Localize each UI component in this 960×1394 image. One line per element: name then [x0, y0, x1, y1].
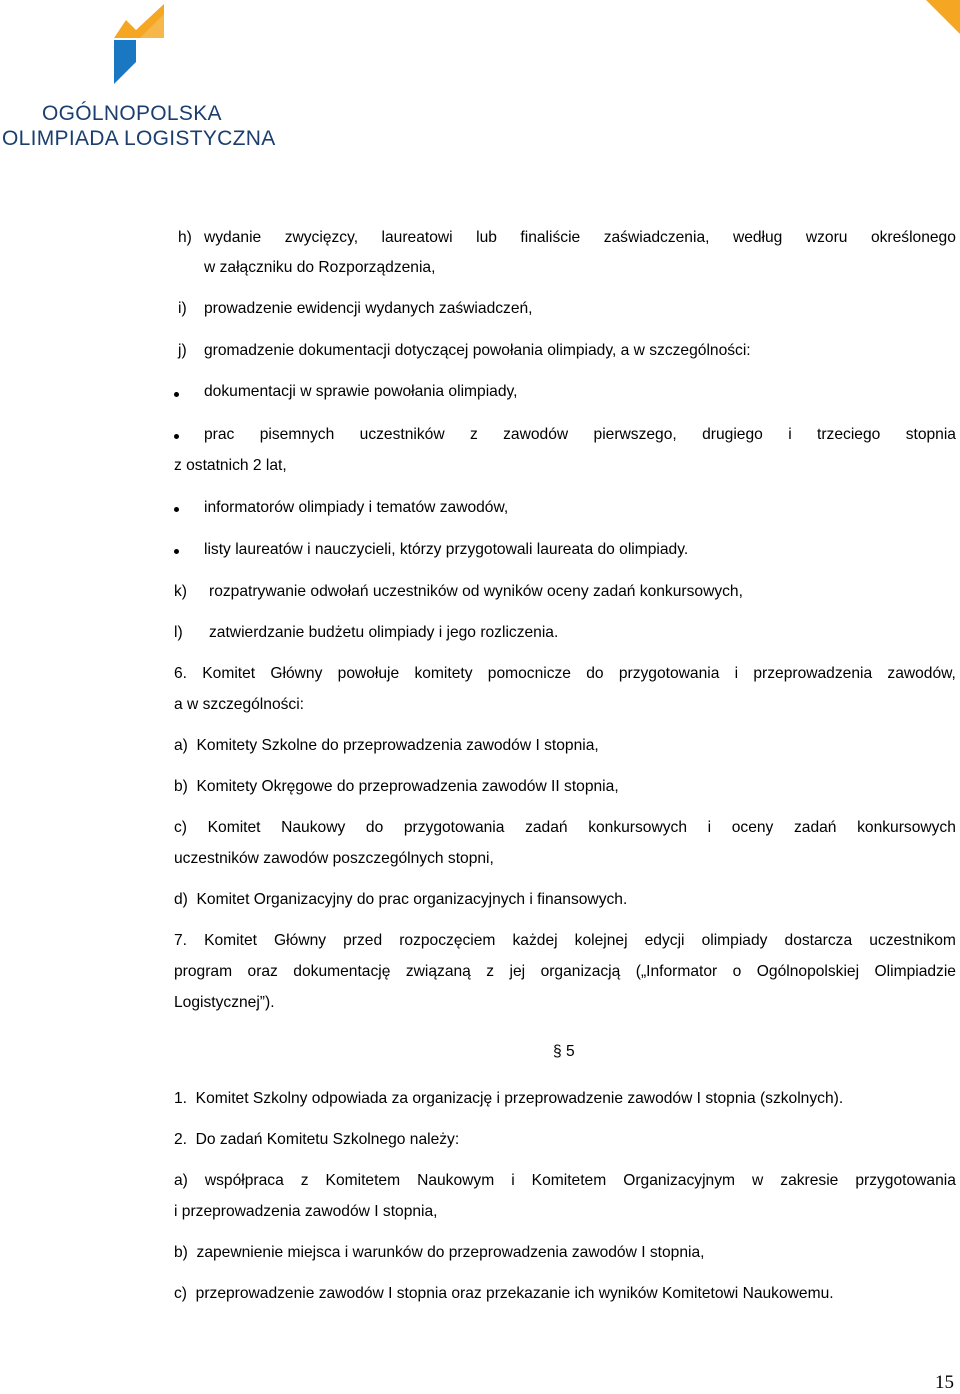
- bullet-icon: [174, 507, 179, 512]
- bullet-icon: [174, 549, 179, 554]
- paragraph-6-item-c-line2: uczestników zawodów poszczególnych stopni,: [174, 850, 494, 867]
- section-5-item-c: c) przeprowadzenie zawodów I stopnia oraz przekazanie ich wyników Komitetowi Naukowemu.: [174, 1285, 834, 1302]
- item-l-marker: l): [174, 624, 183, 641]
- paragraph-6-item-b: b) Komitety Okręgowe do przeprowadzenia zawodów II stopnia,: [174, 778, 619, 795]
- section-5-item-a-line2: i przeprowadzenia zawodów I stopnia,: [174, 1203, 438, 1220]
- section-5-point-1: 1. Komitet Szkolny odpowiada za organizację i przeprowadzenie zawodów I stopnia (szkolnych).: [174, 1090, 844, 1107]
- paragraph-6-line2: a w szczególności:: [174, 696, 305, 713]
- paragraph-7-line2: program oraz dokumentację związaną z jej organizacją („Informator o Ogólnopolskiej Olimpiadzie: [174, 963, 956, 980]
- item-j-text: gromadzenie dokumentacji dotyczącej powołania olimpiady, a w szczególności:: [204, 342, 751, 359]
- item-h-line2: w załączniku do Rozporządzenia,: [204, 259, 436, 276]
- bullet-icon: [174, 392, 179, 397]
- bullet-item-4: listy laureatów i nauczycieli, którzy przygotowali laureata do olimpiady.: [204, 541, 689, 558]
- item-i-text: prowadzenie ewidencji wydanych zaświadczeń,: [204, 300, 533, 317]
- item-j-marker: j): [178, 342, 187, 359]
- olympiad-logo: [0, 0, 280, 160]
- corner-triangle-icon: [926, 0, 960, 34]
- section-5-point-2: 2. Do zadań Komitetu Szkolnego należy:: [174, 1131, 460, 1148]
- item-h-line1: wydanie zwycięzcy, laureatowi lub finaliście zaświadczenia, według wzoru określonego: [204, 229, 956, 246]
- logo-text-line2: OLIMPIADA LOGISTYCZNA: [2, 127, 276, 150]
- item-k-text: rozpatrywanie odwołań uczestników od wyników oceny zadań konkursowych,: [209, 583, 743, 600]
- item-l-text: zatwierdzanie budżetu olimpiady i jego rozliczenia.: [209, 624, 559, 641]
- logo-mark-icon: [112, 2, 168, 86]
- paragraph-6-item-c-line1: c) Komitet Naukowy do przygotowania zadań konkursowych i oceny zadań konkursowych: [174, 819, 956, 836]
- logo-text-line1: OGÓLNOPOLSKA: [42, 102, 222, 125]
- bullet-icon: [174, 434, 179, 439]
- paragraph-6-item-a: a) Komitety Szkolne do przeprowadzenia zawodów I stopnia,: [174, 737, 599, 754]
- section-5-item-a-line1: a) współpraca z Komitetem Naukowym i Komitetem Organizacyjnym w zakresie przygotowania: [174, 1172, 956, 1189]
- bullet-item-1: dokumentacji w sprawie powołania olimpiady,: [204, 383, 518, 400]
- paragraph-6-item-d: d) Komitet Organizacyjny do prac organizacyjnych i finansowych.: [174, 891, 628, 908]
- section-heading: § 5: [553, 1043, 575, 1060]
- paragraph-7-line3: Logistycznej”).: [174, 994, 275, 1011]
- bullet-item-2-line2: z ostatnich 2 lat,: [174, 457, 287, 474]
- item-h-marker: h): [178, 229, 192, 246]
- bullet-item-3: informatorów olimpiady i tematów zawodów,: [204, 499, 509, 516]
- paragraph-7-line1: 7. Komitet Główny przed rozpoczęciem każdej kolejnej edycji olimpiady dostarcza uczestnikom: [174, 932, 956, 949]
- paragraph-6-line1: 6. Komitet Główny powołuje komitety pomocnicze do przygotowania i przeprowadzenia zawodów,: [174, 665, 956, 682]
- item-k-marker: k): [174, 583, 187, 600]
- page-number: 15: [935, 1372, 954, 1393]
- item-i-marker: i): [178, 300, 187, 317]
- section-5-item-b: b) zapewnienie miejsca i warunków do przeprowadzenia zawodów I stopnia,: [174, 1244, 705, 1261]
- bullet-item-2-line1: prac pisemnych uczestników z zawodów pierwszego, drugiego i trzeciego stopnia: [204, 426, 956, 443]
